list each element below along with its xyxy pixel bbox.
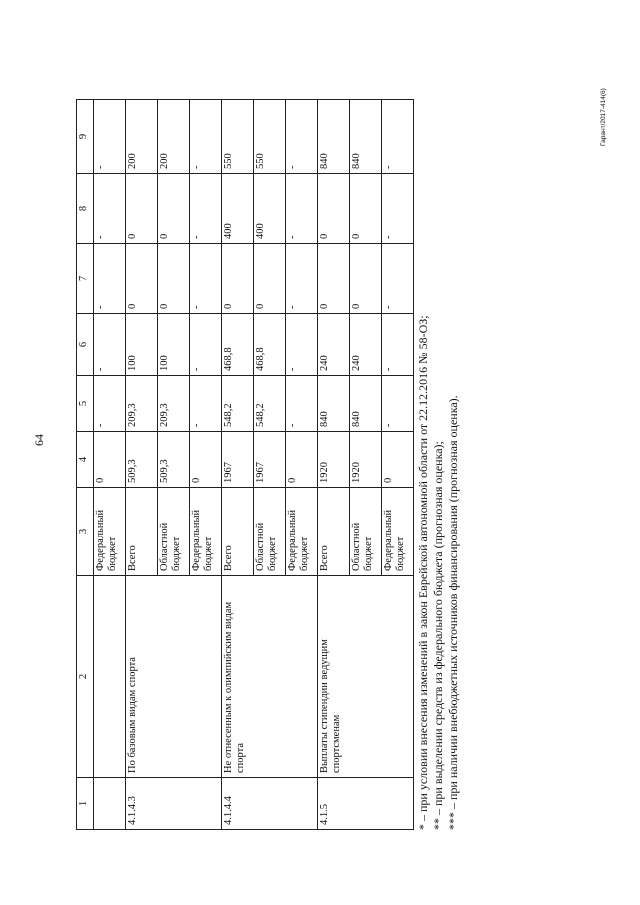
value-cell: 0 [94, 432, 126, 488]
value-cell: 0 [350, 244, 382, 314]
funding-source-cell: Областной бюджет [254, 488, 286, 576]
value-cell: 0 [318, 174, 350, 244]
funding-source-cell: Федеральный бюджет [286, 488, 318, 576]
table-row [222, 100, 254, 830]
value-cell: 209,3 [158, 376, 190, 432]
value-cell: 509,3 [158, 432, 190, 488]
footnote: *** – при наличии внебюджетных источников финансирования (прогнозная оценка). [446, 395, 460, 830]
value-cell: 509,3 [126, 432, 158, 488]
value-cell: 840 [350, 100, 382, 174]
value-cell: 400 [254, 174, 286, 244]
value-cell: 840 [318, 376, 350, 432]
value-cell: - [94, 244, 126, 314]
value-cell: - [382, 174, 414, 244]
value-cell: 1967 [254, 432, 286, 488]
item-number-cell: 4.1.5 [318, 778, 414, 830]
value-cell: 840 [350, 376, 382, 432]
funding-source-cell: Всего [222, 488, 254, 576]
value-cell: 240 [350, 314, 382, 376]
value-cell: 1920 [318, 432, 350, 488]
value-cell: 400 [222, 174, 254, 244]
item-number-cell [94, 778, 126, 830]
footnote: ** – при выделении средств из федерального бюджета (прогнозная оценка); [431, 441, 445, 830]
column-header: 6 [77, 314, 94, 376]
column-header: 8 [77, 174, 94, 244]
value-cell: 840 [318, 100, 350, 174]
table-row [318, 100, 350, 830]
value-cell: - [94, 376, 126, 432]
item-name-cell [94, 576, 126, 778]
value-cell: - [382, 100, 414, 174]
budget-table [76, 99, 414, 830]
value-cell: 0 [382, 432, 414, 488]
footnote: * – при условии внесения изменений в закон Еврейской автономной области от 22.12.2016 № 58-ОЗ; [416, 315, 430, 830]
value-cell: 0 [318, 244, 350, 314]
value-cell: 0 [126, 174, 158, 244]
value-cell: - [382, 244, 414, 314]
value-cell: 550 [254, 100, 286, 174]
footnotes [416, 100, 461, 830]
funding-source-cell: Всего [318, 488, 350, 576]
funding-source-cell: Областной бюджет [158, 488, 190, 576]
column-header: 4 [77, 432, 94, 488]
value-cell: - [382, 376, 414, 432]
column-header: 5 [77, 376, 94, 432]
value-cell: 550 [222, 100, 254, 174]
item-name-cell: Выплаты стипендии ведущим спортсменам [318, 576, 414, 778]
value-cell: 0 [222, 244, 254, 314]
value-cell: 0 [126, 244, 158, 314]
funding-source-cell: Федеральный бюджет [382, 488, 414, 576]
document-reference: Гарант/2017-414(6) [600, 88, 607, 146]
value-cell: - [286, 314, 318, 376]
page-number: 64 [32, 434, 46, 446]
value-cell: - [286, 244, 318, 314]
value-cell: 548,2 [254, 376, 286, 432]
column-header: 9 [77, 100, 94, 174]
value-cell: - [190, 174, 222, 244]
value-cell: 548,2 [222, 376, 254, 432]
column-header: 1 [77, 778, 94, 830]
column-header: 3 [77, 488, 94, 576]
value-cell: 1920 [350, 432, 382, 488]
value-cell: - [190, 314, 222, 376]
value-cell: 240 [318, 314, 350, 376]
rotated-content [76, 100, 536, 830]
value-cell: 0 [190, 432, 222, 488]
value-cell: 468,8 [254, 314, 286, 376]
value-cell: - [94, 314, 126, 376]
value-cell: - [286, 100, 318, 174]
value-cell: 100 [158, 314, 190, 376]
funding-source-cell: Федеральный бюджет [190, 488, 222, 576]
value-cell: 209,3 [126, 376, 158, 432]
item-number-cell: 4.1.4.3 [126, 778, 222, 830]
value-cell: - [94, 174, 126, 244]
value-cell: - [286, 174, 318, 244]
item-name-cell: Не отнесенным к олимпийским видам спорта [222, 576, 318, 778]
item-number-cell: 4.1.4.4 [222, 778, 318, 830]
value-cell: - [190, 100, 222, 174]
column-header: 7 [77, 244, 94, 314]
column-header: 2 [77, 576, 94, 778]
value-cell: - [286, 376, 318, 432]
table-row [94, 100, 126, 830]
value-cell: 468,8 [222, 314, 254, 376]
value-cell: 0 [158, 244, 190, 314]
value-cell: 200 [158, 100, 190, 174]
value-cell: 0 [254, 244, 286, 314]
value-cell: 200 [126, 100, 158, 174]
funding-source-cell: Федеральный бюджет [94, 488, 126, 576]
value-cell: 0 [158, 174, 190, 244]
value-cell: - [94, 100, 126, 174]
value-cell: 100 [126, 314, 158, 376]
value-cell: 0 [286, 432, 318, 488]
value-cell: 0 [350, 174, 382, 244]
value-cell: 1967 [222, 432, 254, 488]
value-cell: - [190, 244, 222, 314]
value-cell: - [190, 376, 222, 432]
item-name-cell: По базовым видам спорта [126, 576, 222, 778]
value-cell: - [382, 314, 414, 376]
funding-source-cell: Областной бюджет [350, 488, 382, 576]
table-header-row [77, 100, 94, 830]
table-row [126, 100, 158, 830]
funding-source-cell: Всего [126, 488, 158, 576]
